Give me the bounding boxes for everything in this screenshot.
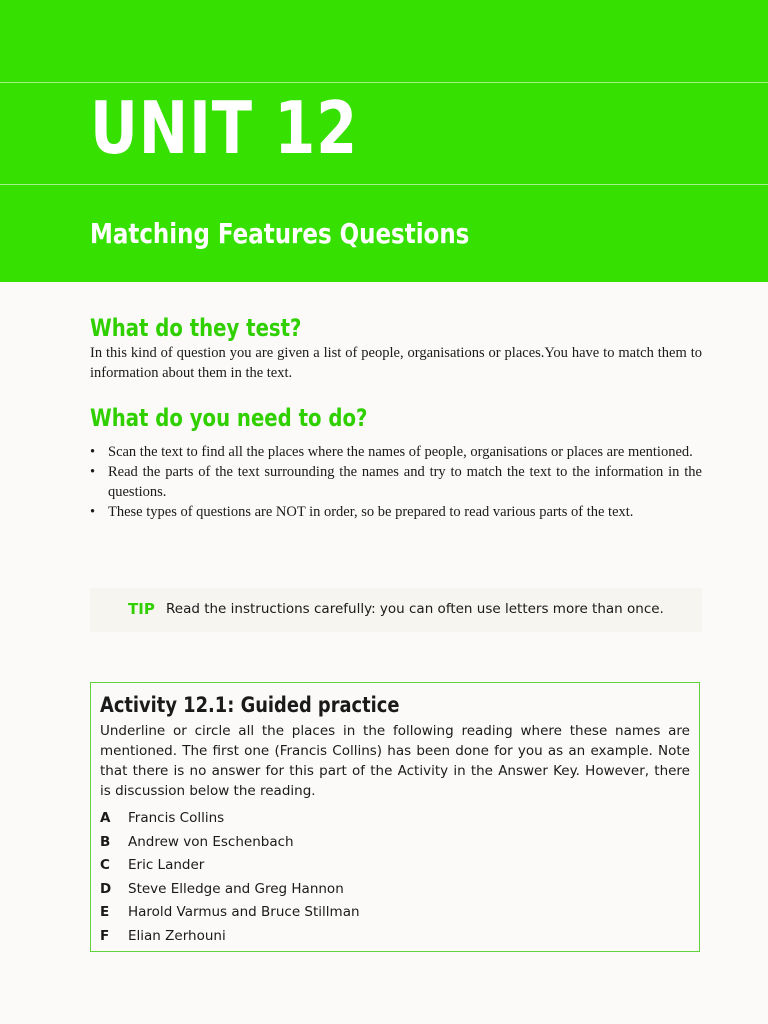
tip-box: [90, 588, 702, 632]
section-heading-test: What do they test?: [90, 314, 302, 342]
tip-label: TIP: [128, 600, 155, 618]
bullet-text: Scan the text to find all the places where the names of people, organisations or places are mentioned.: [108, 444, 693, 460]
list-item: [100, 878, 360, 902]
item-letter: B: [100, 833, 111, 850]
item-letter: E: [100, 904, 110, 920]
bullet-list: [90, 442, 702, 522]
item-letter: F: [100, 927, 110, 944]
unit-title: UNIT 12: [90, 86, 359, 170]
bullet-dot-icon: •: [90, 464, 96, 480]
unit-banner: [0, 0, 768, 282]
unit-subtitle: Matching Features Questions: [90, 217, 470, 250]
section-heading-do: What do you need to do?: [90, 404, 368, 432]
item-letter: D: [100, 880, 112, 897]
banner-rule-top: [0, 82, 768, 83]
bullet-dot-icon: •: [90, 504, 96, 520]
activity-title: Activity 12.1: Guided practice: [100, 693, 400, 717]
section-body-test: In this kind of question you are given a list of people, organisations or places.You have to match them to information about them in the text.: [90, 345, 702, 381]
list-item: [100, 854, 360, 878]
item-letter: A: [100, 810, 111, 826]
activity-instructions: Underline or circle all the places in the following reading where these names are mentioned. The first one (Francis Collins) has been done for you as an example. Note that there is no answer for this part of the Activity in the Answer Key. However, there is discussion below the reading.: [100, 723, 690, 799]
item-name: Steve Elledge and Greg Hannon: [128, 880, 344, 897]
bullet-dot-icon: •: [90, 444, 96, 460]
tip-text: Read the instructions carefully: you can often use letters more than once.: [166, 601, 664, 617]
names-list: [100, 807, 360, 948]
bullet-text: Read the parts of the text surrounding the names and try to match the text to the information in the questions.: [108, 464, 702, 500]
item-name: Francis Collins: [128, 810, 225, 826]
item-name: Eric Lander: [128, 857, 205, 873]
list-item: [100, 807, 360, 831]
list-item: [100, 831, 360, 855]
bullet-item: [90, 502, 702, 522]
bullet-item: [90, 462, 702, 502]
item-name: Elian Zerhouni: [128, 927, 226, 944]
item-letter: C: [100, 857, 110, 873]
list-item: [100, 901, 360, 925]
item-name: Harold Varmus and Bruce Stillman: [128, 904, 360, 920]
activity-box: [90, 682, 700, 952]
list-item: [100, 925, 360, 949]
banner-rule-bottom: [0, 184, 768, 185]
item-name: Andrew von Eschenbach: [128, 833, 294, 850]
bullet-text: These types of questions are NOT in order, so be prepared to read various parts of the text.: [108, 504, 634, 520]
bullet-item: [90, 442, 702, 462]
